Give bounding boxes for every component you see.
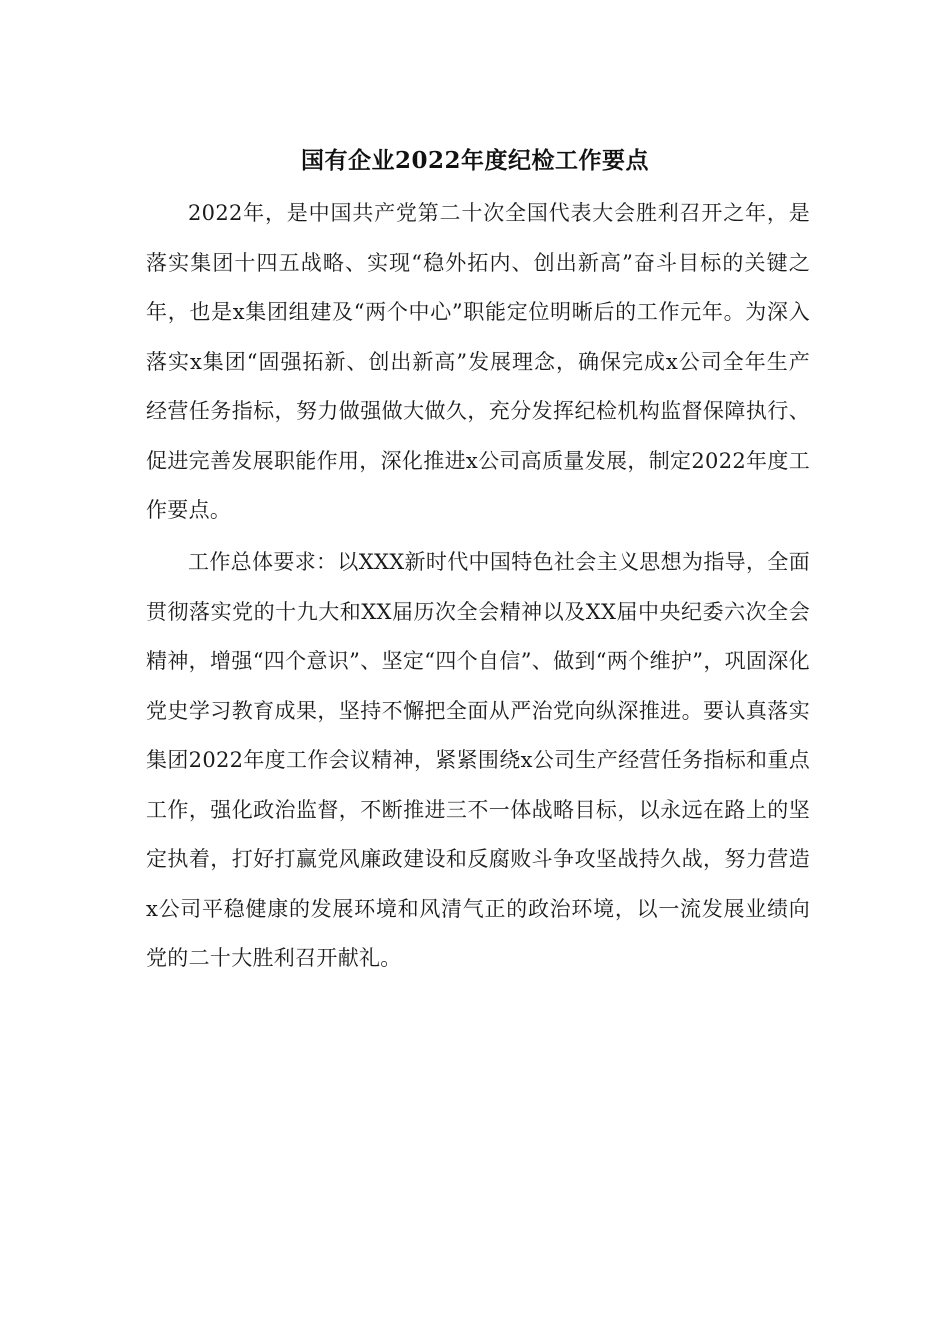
document-title: 国有企业2022年度纪检工作要点	[300, 147, 649, 174]
paragraph-general-requirements: 工作总体要求：以XXX新时代中国特色社会主义思想为指导，全面贯彻落实党的十九大和XX届历次全会精神以及XX届中央纪委六次全会精神，增强“四个意识”、坚定“四个自信”、做到“两个维护”，巩固深化党史学习教育成果，坚持不懈把全面从严治党向纵深推进。要认真落实集团2022年度工作会议精神，紧紧围绕x公司生产经营任务指标和重点工作，强化政治监督，不断推进三不一体战略目标，以永远在路上的坚定执着，打好打赢党风廉政建设和反腐败斗争攻坚战持久战，努力营造x公司平稳健康的发展环境和风清气正的政治环境，以一流发展业绩向党的二十大胜利召开献礼。	[146, 550, 810, 970]
paragraph-intro: 2022年，是中国共产党第二十次全国代表大会胜利召开之年，是落实集团十四五战略、实现“稳外拓内、创出新高”奋斗目标的关键之年，也是x集团组建及“两个中心”职能定位明晰后的工作元年。为深入落实x集团“固强拓新、创出新高”发展理念，确保完成x公司全年生产经营任务指标，努力做强做大做久，充分发挥纪检机构监督保障执行、促进完善发展职能作用，深化推进x公司高质量发展，制定2022年度工作要点。	[146, 201, 810, 522]
